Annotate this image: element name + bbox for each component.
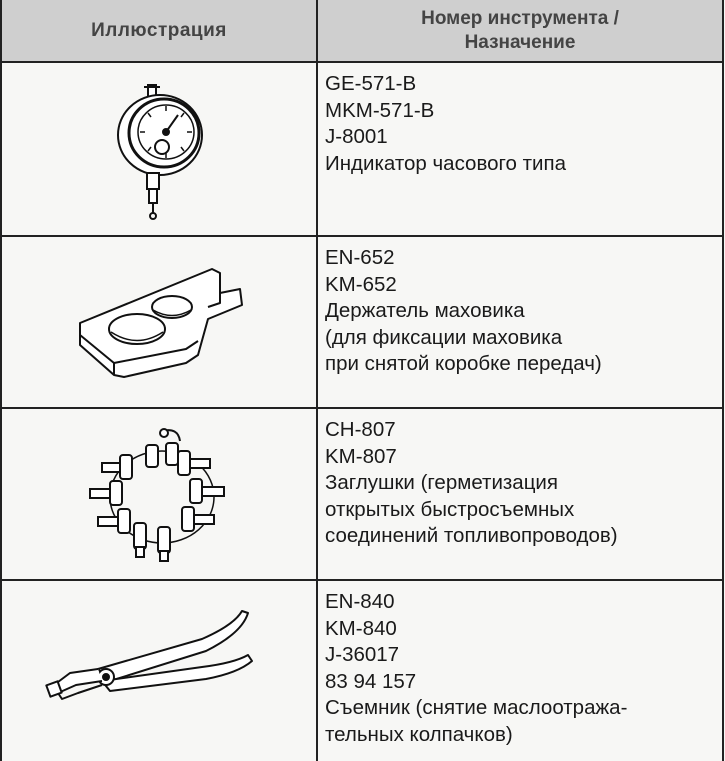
flywheel-holder-icon <box>2 237 316 407</box>
tool-number: GE-571-B <box>325 72 417 95</box>
tool-number: KM-840 <box>325 616 397 640</box>
tool-purpose: открытых быстросъемных <box>325 497 575 521</box>
header-number-purpose <box>318 0 722 61</box>
plugs-set-icon <box>2 409 316 579</box>
tool-purpose: (для фиксации маховика <box>325 325 563 349</box>
tool-number: J-36017 <box>325 643 400 666</box>
tool-number: KM-807 <box>325 444 397 468</box>
table-row <box>2 63 722 237</box>
header-illustration: Иллюстрация <box>91 19 227 41</box>
table-row <box>2 581 722 761</box>
tool-number: KM-652 <box>325 272 397 296</box>
tool-number: J-8001 <box>325 125 388 148</box>
tool-info <box>325 589 716 748</box>
table-header <box>2 0 722 63</box>
tool-purpose: Держатель маховика <box>325 299 525 322</box>
tool-purpose: соединений топливопроводов) <box>325 524 618 547</box>
tool-number: EN-652 <box>325 246 395 269</box>
pliers-icon <box>2 581 316 761</box>
tool-purpose: Индикатор часового типа <box>325 151 566 175</box>
header-number-line1: Номер инструмента / <box>421 7 619 29</box>
dial-indicator-icon <box>2 63 316 235</box>
tool-info <box>325 417 716 550</box>
tool-info <box>325 71 716 177</box>
tool-number: MKM-571-B <box>325 98 435 122</box>
table-row <box>2 237 722 409</box>
table-row <box>2 409 722 581</box>
tool-number: CH-807 <box>325 418 396 441</box>
tool-purpose: тельных колпачков) <box>325 722 513 746</box>
tool-number: EN-840 <box>325 590 395 613</box>
tool-purpose: Заглушки (герметизация <box>325 471 558 494</box>
tool-purpose: Съемник (снятие маслоотража- <box>325 696 628 719</box>
tool-purpose: при снятой коробке передач) <box>325 352 602 375</box>
tool-number: 83 94 157 <box>325 669 417 693</box>
header-number-line2: Назначение <box>464 31 576 53</box>
tool-info <box>325 245 716 378</box>
